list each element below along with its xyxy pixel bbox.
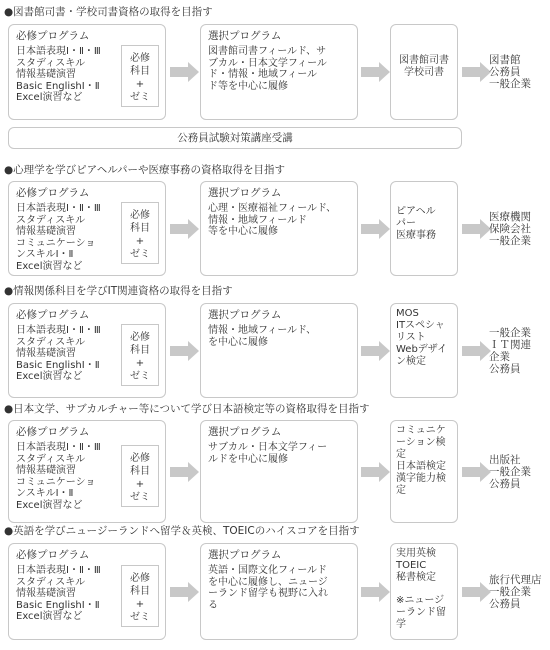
qualification-line: ピアヘル	[396, 206, 436, 217]
elective-line: を中心に履修し、ニュージ	[208, 576, 328, 588]
qualification-line: 日本語検定	[396, 461, 446, 472]
civil-service-exam-course-bar: 公務員試験対策講座受講	[8, 127, 462, 149]
elective-line: 情報・地域フィールド、	[208, 325, 317, 337]
elective-line: ーランド留学も視野に入れ	[208, 588, 328, 600]
career-list	[489, 211, 531, 247]
arrow-right-icon	[361, 462, 391, 482]
career-item: 公務員	[489, 478, 521, 491]
qualification-line: TOEIC	[396, 560, 427, 571]
qualification-line: 医療事務	[396, 230, 436, 241]
career-item: 公務員	[489, 66, 521, 79]
course-item: スタディスキル	[16, 57, 86, 69]
required-program-title: 必修プログラム	[16, 187, 90, 199]
required-program-box	[8, 24, 166, 120]
qualification-box	[390, 420, 458, 523]
arrow-right-icon	[170, 341, 200, 361]
qualification-line	[396, 584, 452, 595]
zemi-line: 科目	[130, 66, 150, 77]
course-item: ンスキルⅠ・Ⅱ	[16, 249, 74, 261]
zemi-line: 必修	[130, 53, 150, 64]
arrow-right-icon-shape	[361, 341, 390, 361]
zemi-line: +	[135, 79, 145, 90]
career-list	[489, 454, 531, 490]
elective-program-box	[200, 543, 358, 640]
course-item: 情報基礎演習	[16, 226, 76, 238]
qualification-line: 学校司書	[404, 67, 444, 78]
arrow-right-icon-shape	[361, 62, 390, 82]
qualification-line: 定	[396, 449, 406, 460]
career-item: 一般企業	[489, 466, 531, 479]
arrow-right-icon	[361, 62, 391, 82]
required-program-box	[8, 420, 166, 523]
required-program-box	[8, 181, 166, 276]
arrow-right-icon-shape	[170, 462, 199, 482]
elective-line: ド・情報・地域フィール	[208, 69, 317, 81]
arrow-right-icon-shape	[361, 219, 390, 239]
arrow-right-icon-shape	[170, 62, 199, 82]
zemi-line: ゼミ	[130, 492, 150, 503]
qualification-line: ※ニュージ	[396, 595, 445, 606]
arrow-right-icon	[361, 219, 391, 239]
required-program-title: 必修プログラム	[16, 30, 90, 42]
course-item: Excel演習など	[16, 499, 83, 511]
course-item: 日本語表現Ⅰ・Ⅱ・Ⅲ	[16, 203, 101, 215]
career-item: ＩＴ関連	[489, 339, 531, 352]
course-item: 日本語表現Ⅰ・Ⅱ・Ⅲ	[16, 565, 101, 577]
elective-program-box	[200, 181, 358, 276]
elective-line: サブカル・日本文学フィー	[208, 442, 328, 454]
zemi-line: ゼミ	[130, 371, 150, 382]
zemi-line: 必修	[130, 210, 150, 221]
course-item: 情報基礎演習	[16, 69, 76, 81]
elective-line: を中心に履修	[208, 336, 268, 348]
qualification-box	[390, 181, 458, 276]
elective-program-title: 選択プログラム	[208, 309, 282, 321]
course-item: ンスキルⅠ・Ⅱ	[16, 488, 74, 500]
course-item: スタディスキル	[16, 336, 86, 348]
career-item: 一般企業	[489, 235, 531, 248]
course-item: 情報基礎演習	[16, 588, 76, 600]
career-item: 一般企業	[489, 327, 531, 339]
qualification-line: パー	[396, 218, 416, 229]
qualification-box	[390, 24, 458, 120]
arrow-right-icon	[361, 341, 391, 361]
arrow-right-icon-shape	[361, 582, 390, 602]
course-item: 日本語表現Ⅰ・Ⅱ・Ⅲ	[16, 46, 101, 58]
zemi-line: 必修	[130, 453, 150, 464]
qualification-line: 学	[396, 619, 406, 630]
arrow-right-icon	[170, 62, 200, 82]
elective-line: ルドを中心に履修	[208, 453, 288, 465]
elective-program-title: 選択プログラム	[208, 30, 282, 42]
career-item: 図書館	[489, 54, 521, 66]
course-item: Basic EnglishⅠ・Ⅱ	[16, 599, 100, 611]
zemi-line: 科目	[130, 586, 150, 597]
qualification-line: 漢字能力検	[396, 473, 446, 484]
career-item: 旅行代理店	[489, 574, 542, 586]
course-item: 日本語表現Ⅰ・Ⅱ・Ⅲ	[16, 325, 101, 337]
section-heading: ●情報関係科目を学びIT関連資格の取得を目指す	[4, 285, 233, 297]
arrow-right-icon-shape	[170, 341, 199, 361]
zemi-line: ゼミ	[130, 92, 150, 103]
zemi-line: +	[135, 599, 145, 610]
zemi-line: +	[135, 236, 145, 247]
qualification-line: 図書館司書	[399, 55, 449, 66]
career-item: 公務員	[489, 363, 521, 376]
section-heading: ●心理学を学びピアヘルパーや医療事務の資格取得を目指す	[4, 164, 286, 176]
zemi-line: ゼミ	[130, 249, 150, 260]
elective-program-title: 選択プログラム	[208, 549, 282, 561]
elective-line: 情報・地域フィールド	[208, 214, 307, 226]
arrow-right-icon	[462, 62, 492, 82]
course-item: スタディスキル	[16, 576, 86, 588]
qualification-line: 定	[396, 485, 406, 496]
course-item: Basic EnglishⅠ・Ⅱ	[16, 80, 100, 92]
course-item: Excel演習など	[16, 371, 83, 383]
qualification-line: 秘書検定	[396, 572, 436, 583]
course-item: 日本語表現Ⅰ・Ⅱ・Ⅲ	[16, 442, 101, 454]
course-item: Excel演習など	[16, 260, 83, 272]
elective-program-title: 選択プログラム	[208, 187, 282, 199]
course-item: コミュニケーショ	[16, 237, 96, 249]
career-item: 保険会社	[489, 223, 531, 236]
qualification-line: Webデザイ	[396, 344, 448, 355]
arrow-right-icon-shape	[170, 582, 199, 602]
arrow-right-icon	[462, 341, 492, 361]
arrow-right-icon	[170, 219, 200, 239]
arrow-right-icon-shape	[462, 341, 491, 361]
qualification-line: MOS	[396, 308, 419, 319]
career-item: 一般企業	[489, 78, 531, 91]
zemi-line: 科目	[130, 466, 150, 477]
course-item: スタディスキル	[16, 453, 86, 465]
elective-line: る	[208, 599, 218, 611]
elective-line: ブカル・日本文学フィール	[208, 57, 327, 69]
elective-program-box	[200, 24, 358, 120]
arrow-right-icon-shape	[462, 219, 491, 239]
elective-line: ド等を中心に履修	[208, 80, 288, 92]
elective-line: 図書館司書フィールド、サ	[208, 46, 327, 58]
required-program-box	[8, 303, 166, 398]
elective-program-box	[200, 420, 358, 523]
elective-program-title: 選択プログラム	[208, 426, 282, 438]
zemi-line: 科目	[130, 223, 150, 234]
zemi-line: 科目	[130, 345, 150, 356]
elective-line: 英語・国際文化フィールド	[208, 565, 327, 577]
course-item: 情報基礎演習	[16, 348, 76, 360]
required-plus-zemi-box	[121, 445, 159, 507]
arrow-right-icon-shape	[361, 462, 390, 482]
elective-program-box	[200, 303, 358, 398]
required-program-title: 必修プログラム	[16, 549, 90, 561]
arrow-right-icon	[361, 582, 391, 602]
career-item: 公務員	[489, 598, 521, 611]
course-item: スタディスキル	[16, 214, 86, 226]
qualification-line: ーション検	[396, 437, 446, 448]
career-list	[489, 574, 542, 610]
required-program-title: 必修プログラム	[16, 309, 90, 321]
course-item: コミュニケーショ	[16, 476, 96, 488]
zemi-line: ゼミ	[130, 612, 150, 623]
required-program-box	[8, 543, 166, 640]
career-item: 企業	[489, 351, 510, 364]
section-heading: ●英語を学びニュージーランドへ留学＆英検、TOEICのハイスコアを目指す	[4, 525, 360, 537]
required-program-title: 必修プログラム	[16, 426, 90, 438]
qualification-line: コミュニケ	[396, 425, 446, 436]
zemi-line: 必修	[130, 573, 150, 584]
course-item: Excel演習など	[16, 92, 83, 104]
course-item: 情報基礎演習	[16, 465, 76, 477]
required-plus-zemi-box	[121, 45, 159, 107]
arrow-right-icon	[462, 462, 492, 482]
arrow-right-icon-shape	[462, 582, 491, 602]
career-item: 医療機関	[489, 211, 531, 223]
elective-line: 心理・医療福祉フィールド、	[208, 203, 337, 215]
qualification-box	[390, 303, 458, 398]
qualification-box	[390, 543, 458, 640]
course-item: Excel演習など	[16, 611, 83, 623]
career-item: 出版社	[489, 454, 521, 466]
section-heading: ●図書館司書・学校司書資格の取得を目指す	[4, 6, 213, 18]
qualification-line: 実用英検	[396, 548, 436, 559]
qualification-line: ーランド留	[396, 607, 446, 618]
arrow-right-icon	[170, 582, 200, 602]
qualification-line: ン検定	[396, 356, 426, 367]
arrow-right-icon-shape	[462, 62, 491, 82]
required-plus-zemi-box	[121, 565, 159, 627]
zemi-line: +	[135, 358, 145, 369]
course-item: Basic EnglishⅠ・Ⅱ	[16, 359, 100, 371]
career-list	[489, 327, 531, 375]
arrow-right-icon	[462, 582, 492, 602]
required-plus-zemi-box	[121, 202, 159, 264]
arrow-right-icon	[462, 219, 492, 239]
required-plus-zemi-box	[121, 324, 159, 386]
arrow-right-icon-shape	[462, 462, 491, 482]
career-item: 一般企業	[489, 586, 531, 599]
qualification-line: リスト	[396, 332, 426, 343]
arrow-right-icon-shape	[170, 219, 199, 239]
elective-line: 等を中心に履修	[208, 226, 278, 238]
qualification-line: ITスペシャ	[396, 320, 445, 331]
zemi-line: 必修	[130, 332, 150, 343]
zemi-line: +	[135, 479, 145, 490]
career-list	[489, 54, 531, 90]
arrow-right-icon	[170, 462, 200, 482]
section-heading: ●日本文学、サブカルチャー等について学び日本語検定等の資格取得を目指す	[4, 403, 370, 415]
